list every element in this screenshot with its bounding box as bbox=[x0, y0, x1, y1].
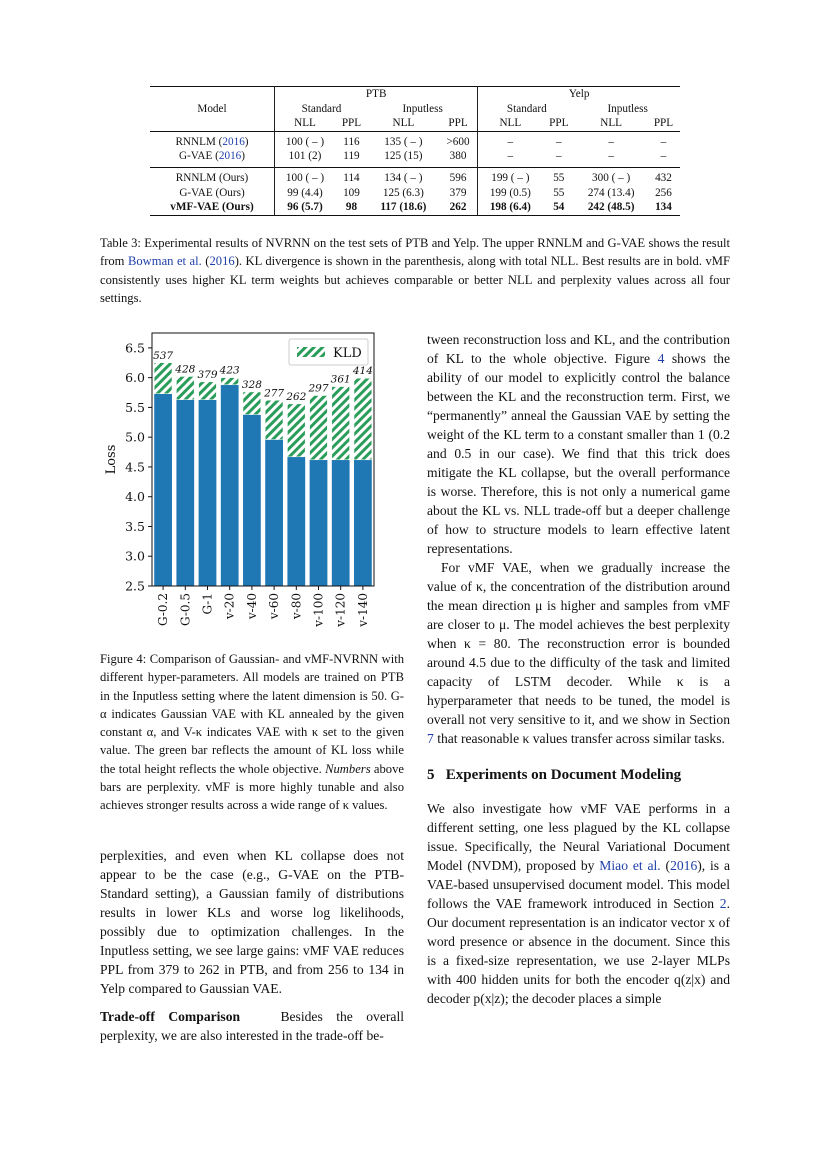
paragraph-text: ), is a VAE-based unsupervised document model. This model follows the VAE framework introduced in Section bbox=[427, 858, 730, 911]
table-row bbox=[150, 135, 680, 150]
paragraph: perplexities, and even when KL collapse does not appear to be the case (e.g., G-VAE on the PTB-Standard setting), a Gaussian family of distributions results in lower KLs and worse log likelihoods, possibly due to optimization challenges. In the Inputless setting, we see large gains: vMF VAE reduces PPL from 379 to 262 in PTB, and from 256 to 134 in Yelp compared to Gaussian VAE. bbox=[100, 848, 404, 996]
bar-base-v-60 bbox=[265, 440, 283, 586]
table-row bbox=[150, 200, 680, 215]
paragraph bbox=[100, 1007, 404, 1045]
y-axis-label: Loss bbox=[104, 444, 119, 475]
table-cell: 380 bbox=[439, 149, 478, 164]
bar-base-v-100 bbox=[310, 460, 328, 586]
section-number: 5 bbox=[427, 767, 435, 783]
hdr-nll: NLL bbox=[600, 117, 622, 130]
figure-caption bbox=[100, 650, 404, 815]
table-cell: 125 (15) bbox=[384, 150, 423, 163]
paragraph-heading: Trade-off Comparison bbox=[100, 1009, 241, 1024]
table-cell: – bbox=[507, 150, 514, 163]
table-row bbox=[150, 171, 680, 186]
bar-base-v-80 bbox=[287, 457, 305, 586]
right-column bbox=[427, 330, 730, 1008]
table-cell: 55 bbox=[553, 171, 565, 184]
table-cell: 432 bbox=[655, 171, 672, 184]
y-tick-label: 2.5 bbox=[125, 578, 145, 594]
table-caption bbox=[100, 234, 730, 307]
table-cell: 134 bbox=[647, 200, 680, 215]
table-row bbox=[150, 186, 680, 201]
y-tick-label: 3.5 bbox=[125, 518, 145, 534]
table-cell: 300 ( – ) bbox=[592, 171, 631, 184]
table-cell: 100 ( – ) bbox=[285, 171, 325, 184]
section-heading bbox=[427, 766, 730, 785]
table-cell: 116 bbox=[343, 135, 360, 148]
x-tick-label: G-0.2 bbox=[156, 593, 171, 626]
y-tick-label: 4.0 bbox=[125, 489, 145, 505]
citation-link[interactable]: Bowman et al. bbox=[127, 254, 202, 269]
paren: ) bbox=[244, 135, 249, 148]
paragraph-text: Besides the overall perplexity, we are also interested in the trade-off be- bbox=[100, 1009, 405, 1043]
caption-emphasis: Numbers bbox=[325, 761, 371, 776]
table-cell: 134 ( – ) bbox=[384, 171, 423, 184]
hdr-nll: NLL bbox=[294, 117, 316, 130]
table-cell: 98 bbox=[335, 200, 368, 215]
bar-base-v-120 bbox=[332, 460, 350, 586]
paragraph-text: that reasonable κ values transfer across similar tasks. bbox=[433, 731, 725, 746]
bar-label: 262 bbox=[286, 390, 307, 403]
section-ref-link[interactable]: 2 bbox=[719, 896, 727, 911]
col-header-yelp: Yelp bbox=[478, 87, 680, 102]
x-tick-label: v-20 bbox=[222, 593, 237, 620]
citation-year-link[interactable]: 2016 bbox=[670, 858, 698, 873]
x-tick-label: v-120 bbox=[333, 593, 348, 627]
bar-base-v-40 bbox=[243, 415, 261, 586]
bar-base-G-0.5 bbox=[176, 400, 194, 586]
table-cell: – bbox=[507, 135, 514, 148]
paragraph-text: shows the ability of our model to explicitly control the balance between the KL and the reconstruction term. First, we “permanently” anneal the Gaussian VAE by setting the weight of the KL term to a constant smaller than 1 (0.2 and 0.5 in our case). We find that this trick does mitigate the KL collapse, but the overall performance is worse. Therefore, this is not only a numerical game about the KL vs. NLL trade-off but a deeper challenge of how to structure models to learn effective latent representations. bbox=[427, 351, 730, 556]
bar-kld-v-80 bbox=[287, 404, 305, 457]
table-cell: 125 (6.3) bbox=[382, 186, 424, 199]
left-column bbox=[100, 846, 404, 1045]
figure-ref-link[interactable]: 4 bbox=[657, 351, 665, 366]
table-cell: >600 bbox=[439, 135, 478, 150]
loss-bar-chart bbox=[100, 330, 400, 640]
ptb-standard: Standard bbox=[301, 102, 342, 115]
paragraph-text: tween reconstruction loss and KL, and the contribution of KL to the whole objective. Figure bbox=[427, 332, 730, 366]
table-cell: 117 (18.6) bbox=[368, 200, 439, 215]
table-cell: 199 (0.5) bbox=[489, 186, 531, 199]
hdr-ppl: PPL bbox=[653, 117, 674, 130]
y-tick-label: 6.5 bbox=[125, 340, 145, 356]
citation-link[interactable]: Miao et al. bbox=[599, 858, 661, 873]
table-cell: 101 (2) bbox=[288, 150, 322, 163]
table-cell: 100 ( – ) bbox=[285, 135, 325, 148]
model-name: G-VAE (Ours) bbox=[150, 186, 274, 201]
paragraph-text: We also investigate how vMF VAE performs in a different setting, one less plagued by the KL collapse issue. Specifically, the Neural Variational Document Model (NVDM), proposed by bbox=[427, 801, 730, 873]
model-name: G-VAE ( bbox=[178, 150, 219, 163]
bar-label: 361 bbox=[330, 373, 351, 386]
bar-label: 379 bbox=[197, 368, 218, 381]
table-cell: 55 bbox=[553, 186, 565, 199]
bar-kld-v-140 bbox=[354, 378, 372, 460]
model-name: RNNLM (Ours) bbox=[150, 171, 274, 186]
citation-link[interactable]: 2016 bbox=[218, 150, 242, 163]
yelp-standard: Standard bbox=[506, 102, 547, 115]
bar-base-v-20 bbox=[221, 385, 239, 586]
bar-kld-G-1 bbox=[199, 382, 217, 400]
bar-label: 297 bbox=[308, 382, 329, 395]
table-cell: – bbox=[660, 135, 667, 148]
table-cell: – bbox=[556, 150, 562, 163]
table-cell: 135 ( – ) bbox=[384, 135, 423, 148]
bar-label: 537 bbox=[153, 349, 174, 362]
bar-base-v-140 bbox=[354, 460, 372, 586]
table-cell: 242 (48.5) bbox=[575, 200, 647, 215]
col-header-model: Model bbox=[150, 87, 274, 132]
caption-text: ). KL divergence is shown in the parenthesis, along with total NLL. Best results are in bold. vMF consistently uses higher KL term weights but achieves comparable or better NLL and perplexity values across all four settings. bbox=[100, 254, 730, 305]
paragraph: We also investigate how vMF VAE performs in a different setting, one less plagued by the KL collapse issue. Specifically, the Neural Variational Document Model (NVDM), proposed by Miao et al. (2016), is a VAE-based unsupervised document model. This model follows the VAE framework introduced in Section 2. Our document representation is an indicator vector x of word presence or absence in the document. Since this is a fixed-size representation, we use 2-layer MLPs with 400 hidden units for both the encoder q(z|x) and decoder p(x|z); the decoder places a simple bbox=[427, 801, 730, 1006]
citation-link[interactable]: 2016 bbox=[222, 135, 245, 148]
table-cell: 109 bbox=[343, 186, 360, 199]
bar-kld-v-20 bbox=[221, 378, 239, 385]
table-cell: – bbox=[608, 135, 614, 148]
table-cell: – bbox=[660, 150, 667, 163]
bar-kld-G-0.2 bbox=[154, 363, 172, 394]
model-name: vMF-VAE (Ours) bbox=[150, 200, 274, 215]
paren: ) bbox=[241, 150, 245, 163]
yelp-inputless: Inputless bbox=[607, 102, 648, 115]
table-cell: 96 (5.7) bbox=[274, 200, 335, 215]
legend-swatch-kld bbox=[297, 347, 325, 357]
bar-label: 414 bbox=[352, 365, 373, 378]
bar-label: 277 bbox=[264, 387, 285, 400]
citation-year-link[interactable]: 2016 bbox=[209, 254, 235, 269]
section-title: Experiments on Document Modeling bbox=[445, 767, 682, 783]
paragraph bbox=[427, 558, 730, 748]
table-cell: 119 bbox=[343, 150, 360, 163]
hdr-nll: NLL bbox=[392, 117, 415, 130]
x-tick-label: v-80 bbox=[289, 593, 304, 620]
bar-label: 328 bbox=[241, 378, 262, 391]
hdr-ppl: PPL bbox=[549, 117, 569, 130]
bar-kld-v-40 bbox=[243, 392, 261, 415]
caption-text: Table 3: Experimental results of NVRNN on the test sets of PTB and Yelp. The upper RNNLM and G-VAE shows the result from bbox=[100, 236, 730, 269]
hdr-nll: NLL bbox=[499, 117, 522, 130]
x-tick-label: v-40 bbox=[244, 593, 259, 620]
table-cell: – bbox=[608, 150, 614, 163]
chart-legend bbox=[289, 339, 368, 365]
y-tick-label: 5.0 bbox=[125, 429, 145, 445]
table-cell: – bbox=[556, 135, 562, 148]
x-tick-label: G-0.5 bbox=[178, 593, 193, 626]
bar-kld-G-0.5 bbox=[176, 376, 194, 399]
x-tick-label: v-60 bbox=[267, 593, 282, 620]
bar-label: 428 bbox=[175, 363, 196, 376]
bar-base-G-0.2 bbox=[154, 394, 172, 586]
table-cell: 54 bbox=[542, 200, 575, 215]
table-cell: 198 (6.4) bbox=[478, 200, 542, 215]
x-tick-label: v-140 bbox=[355, 593, 370, 627]
table-cell: 262 bbox=[439, 200, 478, 215]
table-cell: 379 bbox=[439, 186, 478, 201]
y-tick-label: 3.0 bbox=[125, 548, 145, 564]
x-tick-label: G-1 bbox=[200, 593, 215, 615]
y-tick-label: 6.0 bbox=[125, 370, 145, 386]
bar-kld-v-60 bbox=[265, 400, 283, 439]
results-table bbox=[150, 86, 680, 216]
table-cell: 199 ( – ) bbox=[491, 171, 530, 184]
model-name: RNNLM ( bbox=[175, 135, 223, 148]
ptb-inputless: Inputless bbox=[368, 102, 478, 117]
table-cell: 114 bbox=[343, 171, 360, 184]
paragraph-text: . Our document representation is an indicator vector x of word presence or absence in the document. Since this is a fixed-size representation, we use 2-layer MLPs with 400 hidden units for both the encoder q(z|x) and decoder p(x|z); the decoder places a simple bbox=[427, 896, 730, 1006]
table-cell: 274 (13.4) bbox=[587, 186, 635, 199]
table-cell: 596 bbox=[439, 171, 478, 186]
caption-text: above bars are perplexity. vMF is more highly tunable and also achieves stronger results across a wide range of κ values. bbox=[100, 761, 404, 813]
table-cell: 256 bbox=[655, 186, 672, 199]
table-row bbox=[150, 149, 680, 164]
legend-label-kld: KLD bbox=[333, 346, 362, 361]
paren: ( bbox=[201, 254, 210, 269]
caption-text: Figure 4: Comparison of Gaussian- and vMF-NVRNN with different hyper-parameters. All models are trained on PTB in the Inputless setting where the latent dimension is 50. G-α indicates Gaussian VAE with KL annealed by the given constant α, and V-κ indicates VAE with κ set to the given value. The green bar reflects the amount of KL loss while the total height reflects the whole objective. bbox=[100, 652, 404, 776]
paragraph-text: For vMF VAE, when we gradually increase the value of κ, the concentration of the distribution around the mean direction μ is higher and samples from vMF are closer to μ. The model achieves the best perplexity when κ = 80. The reconstruction error is bounded around 4.5 due to the difficulty of the task and limited capacity of LSTM decoder. While κ is a hyperparameter that needs to be tuned, the model is overall not very sensitive to it, and we show in Section bbox=[427, 560, 730, 727]
col-header-ptb: PTB bbox=[274, 87, 477, 102]
bar-kld-v-100 bbox=[310, 396, 328, 460]
chart-svg bbox=[100, 330, 400, 640]
bar-base-G-1 bbox=[199, 400, 217, 586]
bar-kld-v-120 bbox=[332, 387, 350, 460]
hdr-ppl: PPL bbox=[341, 117, 362, 130]
y-tick-label: 5.5 bbox=[125, 399, 145, 415]
bar-label: 423 bbox=[219, 364, 240, 377]
table-cell: 99 (4.4) bbox=[287, 186, 323, 199]
hdr-ppl: PPL bbox=[439, 116, 478, 131]
section-ref-link[interactable]: 7 bbox=[427, 731, 434, 746]
paragraph bbox=[427, 330, 730, 558]
x-tick-label: v-100 bbox=[311, 593, 326, 627]
y-tick-label: 4.5 bbox=[125, 459, 145, 475]
